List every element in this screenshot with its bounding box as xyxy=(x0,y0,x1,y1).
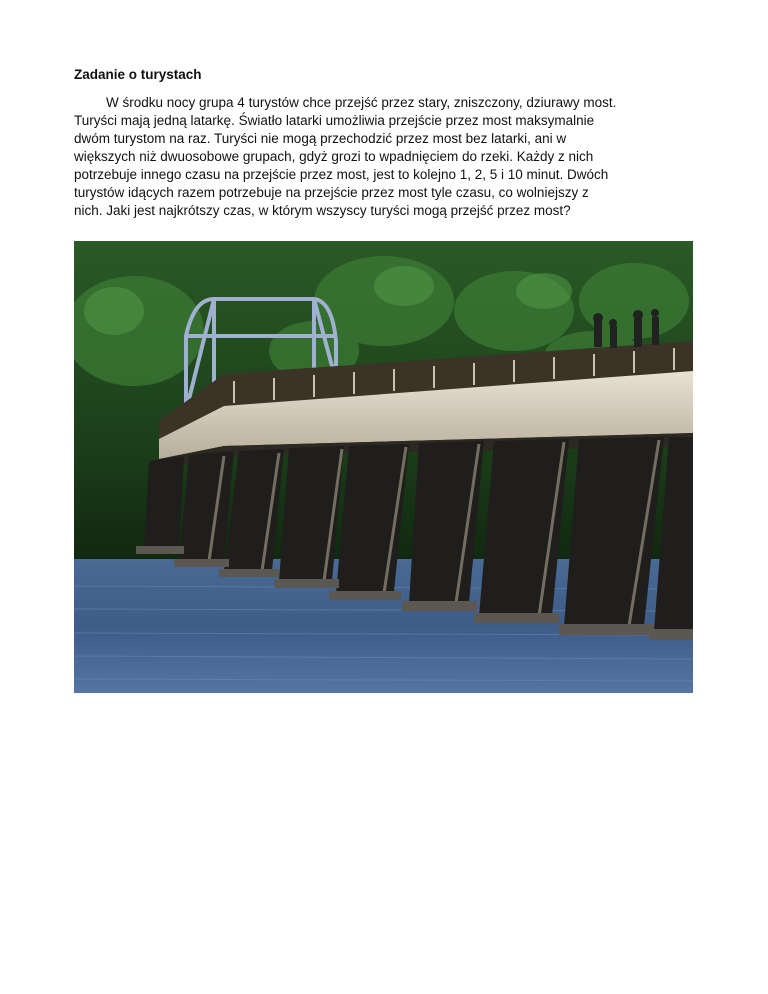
paragraph-line: nich. Jaki jest najkrótszy czas, w którym wszyscy turyści mogą przejść przez most? xyxy=(74,203,571,218)
bridge-photo xyxy=(74,241,693,693)
paragraph-line: Turyści mają jedną latarkę. Światło latarki umożliwia przejście przez most maksymalnie xyxy=(74,113,595,128)
problem-paragraph xyxy=(74,94,692,220)
paragraph-line: dwóm turystom na raz. Turyści nie mogą przechodzić przez most bez latarki, ani w xyxy=(74,131,567,146)
paragraph-line: W środku nocy grupa 4 turystów chce przejść przez stary, zniszczony, dziurawy most. xyxy=(106,95,617,110)
paragraph-line: turystów idących razem potrzebuje na przejście przez most tyle czasu, co wolniejszy z xyxy=(74,185,589,200)
paragraph-line: większych niż dwuosobowe grupach, gdyż grozi to wpadnięciem do rzeki. Każdy z nich xyxy=(74,149,594,164)
paragraph-line: potrzebuje innego czasu na przejście przez most, jest to kolejno 1, 2, 5 i 10 minut. Dwóch xyxy=(74,167,609,182)
page-title: Zadanie o turystach xyxy=(74,67,202,82)
